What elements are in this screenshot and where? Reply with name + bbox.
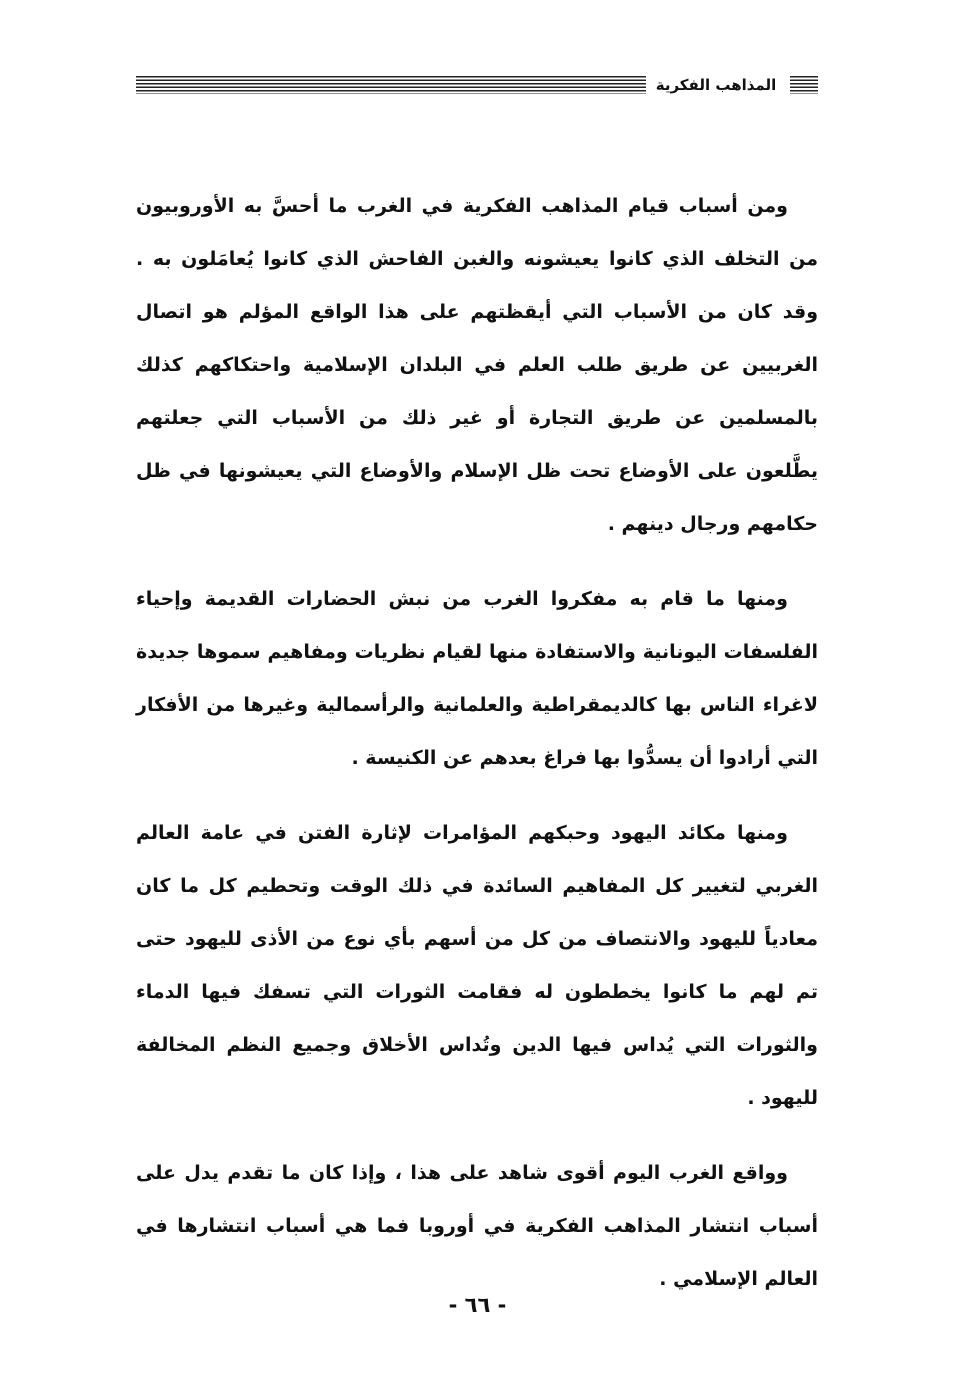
running-header — [136, 72, 818, 98]
header-rule-right — [790, 76, 818, 94]
paragraph-text: ومنها ما قام به مفكروا الغرب من نبش الحضارات القديمة وإحياء الفلسفات اليونانية والاستفادة منها لقيام نظريات ومفاهيم سموها جديدة لاغراء الناس بها كالديمقراطية والعلمانية والرأسمالية وغيرها من الأفكار التي أرادوا أن يسدُّوا بها فراغ بعدهم عن الكنيسة . — [136, 588, 818, 769]
header-title: المذاهب الفكرية — [655, 76, 777, 94]
page-body — [136, 180, 818, 1306]
paragraph-4 — [136, 1147, 818, 1306]
paragraph-text: ومن أسباب قيام المذاهب الفكرية في الغرب ما أحسَّ به الأوروبيون من التخلف الذي كانوا يعيشونه والغبن الفاحش الذي كانوا يُعامَلون به . وقد كان من الأسباب التي أيقظتهم على هذا الواقع المؤلم هو اتصال الغربيين عن طريق طلب العلم في البلدان الإسلامية واحتكاكهم كذلك بالمسلمين عن طريق التجارة أو غير ذلك من الأسباب التي جعلتهم يطَّلعون على الأوضاع تحت ظل الإسلام والأوضاع التي يعيشونها في ظل حكامهم ورجال دينهم . — [136, 195, 818, 535]
paragraph-3 — [136, 807, 818, 1125]
paragraph-1 — [136, 180, 818, 551]
header-rule-left — [136, 76, 646, 94]
paragraph-text: وواقع الغرب اليوم أقوى شاهد على هذا ، وإذا كان ما تقدم يدل على أسباب انتشار المذاهب الفكرية في أوروبا فما هي أسباب انتشارها في العالم الإسلامي . — [136, 1162, 818, 1290]
paragraph-2 — [136, 573, 818, 785]
page-number: - ٦٦ - — [448, 1293, 507, 1317]
paragraph-text: ومنها مكائد اليهود وحبكهم المؤامرات لإثارة الفتن في عامة العالم الغربي لتغيير كل المفاهيم السائدة في ذلك الوقت وتحطيم كل ما كان معادياً لليهود والانتصاف من كل من أسهم بأي نوع من الأذى لليهود حتى تم لهم ما كانوا يخططون له فقامت الثورات التي تسفك فيها الدماء والثورات التي يُداس فيها الدين وتُداس الأخلاق وجميع النظم المخالفة لليهود . — [136, 822, 818, 1109]
